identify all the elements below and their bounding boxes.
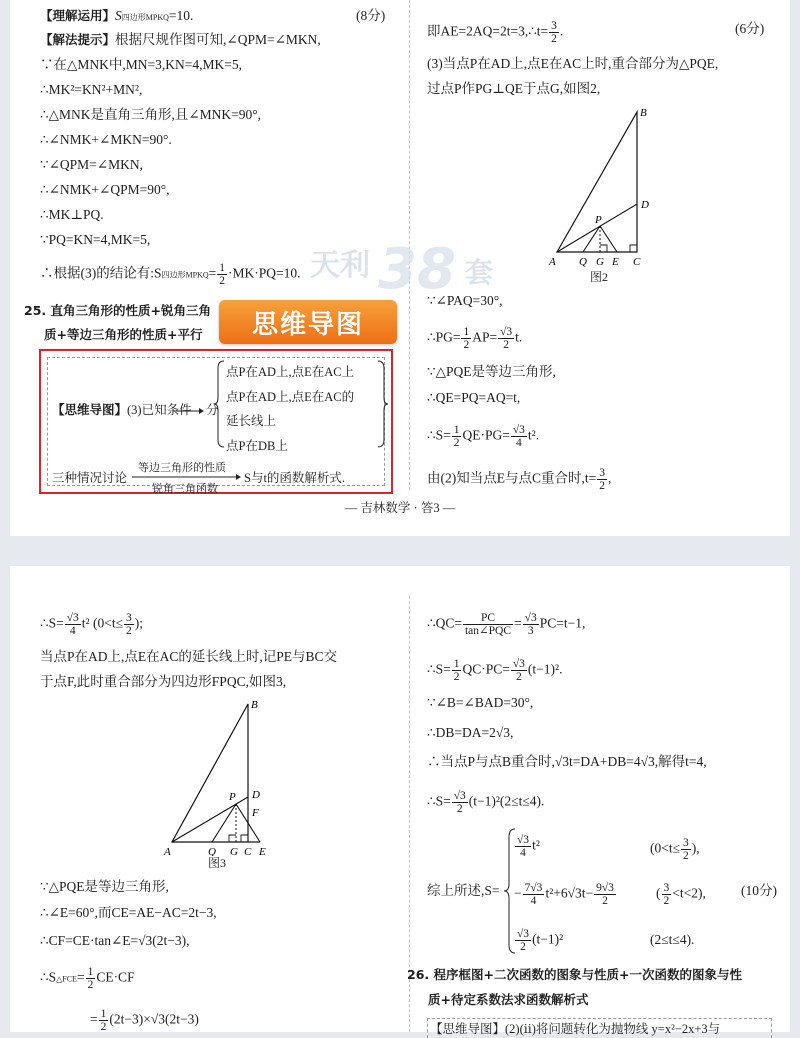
formula-line: = $\frac{1}{2}$ (2t−3)×√3(2t−3) [90,1008,199,1033]
formula-line: ∴S△FCE= $\frac{1}{2}$ CE·CF [40,966,135,991]
text-line: ∵∠QPM=∠MKN, [40,157,143,172]
arrow-top-label: 等边三角形的性质 [138,462,226,474]
svg-text:G: G [230,846,238,856]
hint-line: 【解法提示】根据尺规作图可知,∠QPM=∠MKN, [40,32,321,47]
text-line: ∵△PQE是等边三角形, [40,879,169,894]
piece-2: − $\frac{7√3}{4}$ t²+6√3t− $\frac{9√3}{2}$ [514,882,614,907]
score-label: (8分) [356,8,386,23]
text-line: ∴当点P与点B重合时,√3t=DA+DB=4√3,解得t=4, [427,754,707,769]
case-3: 点P在DB上 [226,439,288,453]
formula-line: ∴PG= $\frac{1}{2}$ AP= $\frac{√3}{2}$ t. [427,326,523,351]
discussion-label: 三种情况讨论 [52,471,128,485]
figure-3-triangle [160,696,290,856]
formula-line: 由(2)知当点E与点C重合时,t= $\frac{3}{2}$ , [427,467,612,492]
text-line: 过点P作PG⊥QE于点G,如图2, [427,81,601,96]
figure-2-triangle [545,104,665,274]
text-line: ∴∠NMK+∠MKN=90°. [40,132,172,147]
svg-text:套: 套 [465,256,494,289]
piece-3-condition: (2≤t≤4). [650,932,695,947]
text-line: ∴△MNK是直角三角形,且∠MNK=90°, [40,107,262,122]
piece-1: $\frac{√3}{4}$ t² [517,834,540,859]
svg-text:D: D [252,789,260,801]
column-divider [409,0,410,490]
score-label: (10分) [741,883,777,898]
right-brace-icon [376,360,388,448]
text-line: ∴CF=CE·tan∠E=√3(2t−3), [40,933,190,948]
svg-text:A: A [164,846,171,856]
svg-text:D: D [641,199,649,211]
svg-text:A: A [549,256,556,268]
watermark-logo-icon [300,230,520,300]
text-line: 于点F,此时重合部分为四边形FPQC,如图3, [40,674,287,689]
page-footer: — 吉林数学 · 答3 — [344,501,456,515]
text-line: ∵△PQE是等边三角形, [427,364,556,379]
piece-3: $\frac{√3}{2}$ (t−1)² [517,928,564,953]
svg-text:P: P [229,791,236,803]
apply-line: 【理解运用】S四边形MPKQ=10. [40,8,194,23]
text-line: ∵PQ=KN=4,MK=5, [40,232,151,247]
svg-text:E: E [259,846,266,856]
svg-text:天利: 天利 [310,248,370,283]
mind-map-box [39,349,393,494]
formula-line: ∴QC= $\frac{PC}{\text{tan∠PQC}}$ = $\frac{√3}{3}$ PC=t−1, [427,612,586,637]
svg-text:G: G [596,256,604,268]
piece-2-condition: ( $\frac{3}{2}$ <t<2), [656,882,706,907]
question-25-title: 25. 直角三角形的性质+锐角三角 [24,303,211,318]
case-2: 点P在AD上,点E在AC的 [226,390,355,404]
question-26-title: 26. 程序框图+二次函数的图象与性质+一次函数的图象与性 [407,967,742,982]
text-line: ∴DB=DA=2√3, [427,725,514,740]
text-line: ∴MK⊥PQ. [40,207,104,222]
question-25-title-cont: 质+等边三角形的性质+平行 [44,327,203,342]
case-1: 点P在AD上,点E在AC上 [226,365,355,379]
text-line: ∵∠PAQ=30°, [427,293,503,308]
text-line: ∵∠B=∠BAD=30°, [427,695,534,710]
svg-text:38: 38 [378,237,456,300]
result-label: S与t的函数解析式. [244,471,346,485]
answer-page-4 [10,566,790,1036]
svg-text:C: C [633,256,641,268]
case-2-cont: 延长线上 [226,414,277,428]
mind-map-label: 【思维导图】(3)已知条件 [52,402,192,417]
summary-intro: 综上所述,S= [427,883,500,898]
svg-text:Q: Q [579,256,587,268]
svg-text:E: E [612,256,619,268]
question-26-title-cont: 质+待定系数法求函数解析式 [428,992,589,1007]
formula-line: ∴S= $\frac{1}{2}$ QE·PG= $\frac{√3}{4}$ t². [427,424,540,449]
formula-line: ∴S= $\frac{√3}{4}$ t² (0<t≤ $\frac{3}{2}$ ); [40,612,143,637]
svg-text:B: B [640,107,647,119]
formula-line: ∴S= $\frac{1}{2}$ QC·PC= $\frac{√3}{2}$ (t−1)². [427,658,563,683]
formula-line: ∴S= $\frac{√3}{2}$ (t−1)²(2≤t≤4). [427,790,545,815]
svg-text:F: F [252,807,259,819]
text-line: ∵在△MNK中,MN=3,KN=4,MK=5, [40,57,242,72]
svg-text:P: P [595,214,602,226]
figure-3-caption: 图3 [208,856,227,870]
left-brace-icon [214,360,226,448]
text-line: 即AE=2AQ=2t=3,∴t= $\frac{3}{2}$ . [427,20,564,45]
mind-map-banner: 思维导图 [219,300,397,344]
text-line: ∴∠NMK+∠QPM=90°, [40,182,170,197]
svg-text:B: B [251,699,258,711]
formula-line: ∴根据(3)的结论有:S四边形MPKQ= $\frac{1}{2}$ ·MK·PQ=10. [40,262,301,287]
text-line: ∴MK²=KN²+MN², [40,82,143,97]
mind-map-text: 【思维导图】(2)(ⅱ)将问题转化为抛物线 y=x²−2x+3与 [430,1022,721,1036]
arrow-bottom-label: 锐角三角函数 [152,483,218,495]
arrow-icon [173,407,205,415]
text-line: ∴∠E=60°,而CE=AE−AC=2t−3, [40,905,217,920]
piece-1-condition: (0<t≤ $\frac{3}{2}$ ), [650,837,700,862]
answer-page-3 [10,0,790,536]
score-label: (6分) [735,21,765,36]
text-line: ∴QE=PQ=AQ=t, [427,390,521,405]
text-line: (3)当点P在AD上,点E在AC上时,重合部分为△PQE, [427,56,719,71]
svg-text:C: C [244,846,252,856]
figure-2-caption: 图2 [590,270,609,284]
text-line: 当点P在AD上,点E在AC的延长线上时,记PE与BC交 [40,649,338,664]
split-label: 分 [206,403,219,417]
mind-map-inner-frame [47,357,385,495]
svg-text:Q: Q [208,846,216,856]
